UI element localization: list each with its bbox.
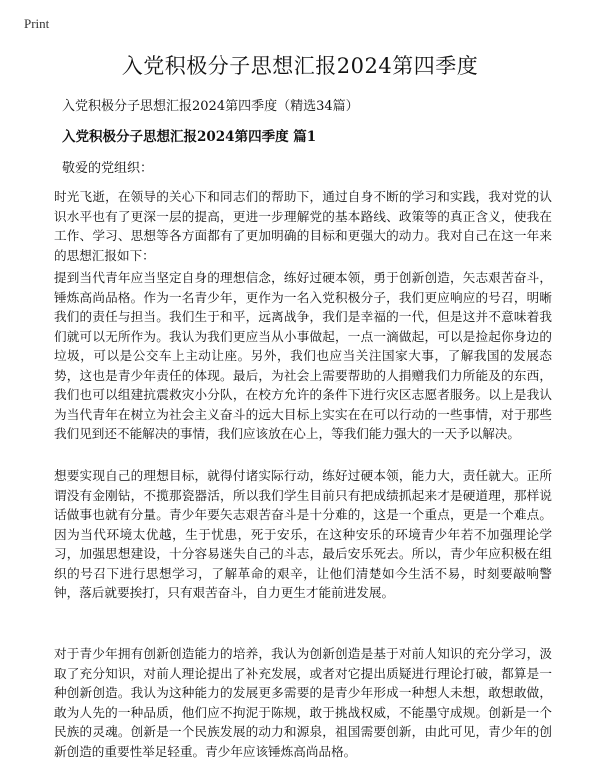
- print-link[interactable]: Print: [24, 16, 50, 31]
- body-paragraph: 提到当代青年应当坚定自身的理想信念，练好过硬本领，勇于创新创造，矢志艰苦奋斗，锤炼高尚品格。作为一名青少年，更作为一名入党积极分子，我们更应响应的号召，明晰我们的责任与担当。我们生于和平，远离战争，我们是幸福的一代，但是这并不意味着我们就可以无所作为。我认为我们更应当从小事做起，一点一滴做起，可以是捡起你身边的垃圾，可以是公交车上主动让座。另外，我们也应当关注国家大事，了解我国的发展态势，这也是青少年责任的体现。最后，为社会上需要帮助的人捐赠我们力所能及的东西，我们也可以组建抗震救灾小分队，在校方允许的条件下进行灾区志愿者服务。以上是我认为当代青年在树立为社会主义奋斗的远大目标上实实在在可以行动的一些事情，对于那些我们见到还不能解决的事情，我们应该放在心上，等我们能力强大的一天予以解决。: [54, 270, 552, 441]
- page-title: 入党积极分子思想汇报2024第四季度: [121, 54, 479, 78]
- section-heading: 入党积极分子思想汇报2024第四季度 篇1: [62, 129, 317, 145]
- body-paragraph: 时光飞逝，在领导的关心下和同志们的帮助下，通过自身不断的学习和实践，我对党的认识水平也有了更深一层的提高，更进一步理解党的基本路线、政策等的真正含义，使我在工作、学习、思想等各方面都有了更加明确的目标和更强大的动力。我对自己在这一年来的思想汇报如下：: [54, 189, 552, 263]
- salutation: 敬爱的党组织：: [62, 161, 154, 176]
- body-paragraph: 想要实现自己的理想目标，就得付诸实际行动，练好过硬本领，能力大，责任就大。正所谓没有金刚钻，不揽那瓷器活，所以我们学生目前只有把成绩抓起来才是硬道理，那样说话做事也就有分量。青少年要矢志艰苦奋斗是十分难的，这是一个重点，更是一个难点。因为当代环境太优越，生于忧患，死于安乐，在这种安乐的环境青少年若不加强理论学习，加强思想建设，十分容易迷失自己的斗志，最后安乐死去。所以，青少年应积极在组织的号召下进行思想学习，了解革命的艰辛，让他们清楚如今生活不易，时刻要敲响警钟，落后就要挨打，只有艰苦奋斗，自力更生才能前进发展。: [54, 468, 552, 600]
- document-subtitle: 入党积极分子思想汇报2024第四季度（精选34篇）: [62, 99, 359, 114]
- body-paragraph: 对于青少年拥有创新创造能力的培养，我认为创新创造是基于对前人知识的充分学习，汲取了充分知识，对前人理论提出了补充发展，或者对它提出质疑进行理论打破，都算是一种创新创造。我认为这种能力的发展更多需要的是青少年形成一种想人未想，敢想敢做，敢为人先的一种品质，他们应不拘泥于陈规，敢于挑战权威，不能墨守成规。创新是一个民族的灵魂。创新是一个民族发展的动力和源泉，祖国需要创新，由此可见，青少年的创新创造的重要性举足轻重。青少年应该锤炼高尚品格。: [54, 646, 552, 759]
